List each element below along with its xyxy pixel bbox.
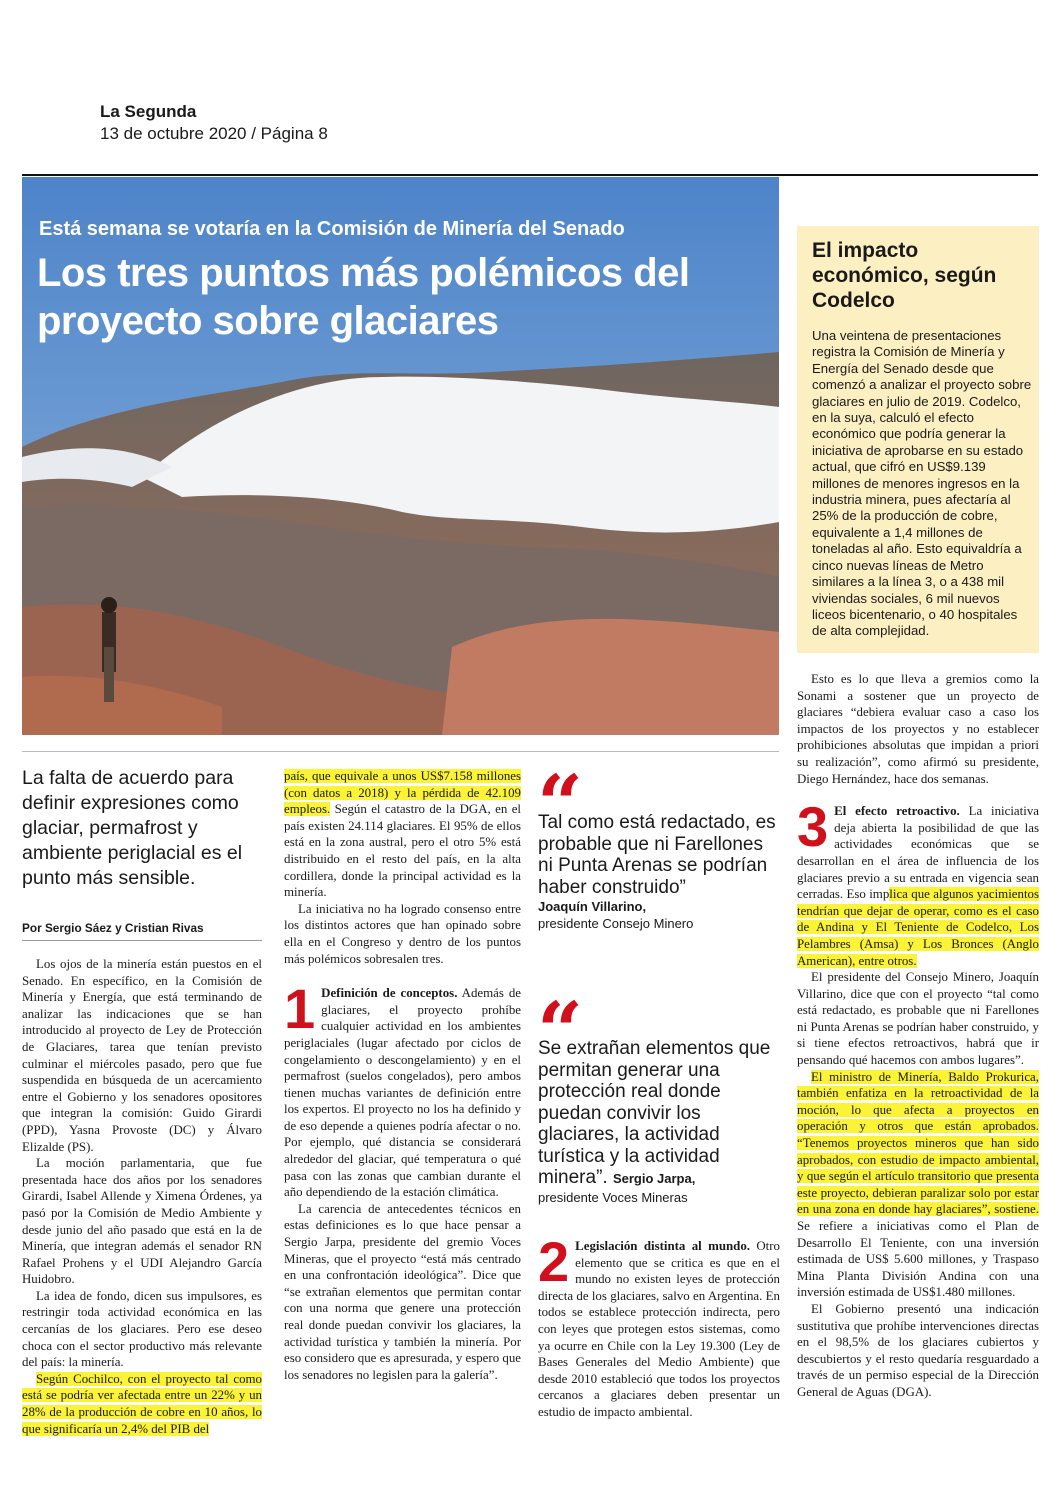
section-body: Además de glaciares, el proyecto prohíbe cualquier actividad en los ambientes periglaciales (lugar afectado por ciclos de congelamiento o descongelamiento) y en el permafrost (suelos congelados), pero ambos tienen muchas variantes de definición entre los expertos. El proyecto no los ha definido y de eso depende a quienes podría afectar o no. Por ejemplo, qué distancia se considerará alrededor del glaciar, qué temperatura o qué pasa con las zonas que cambian durante el año dependiendo de la estación climática. <box>284 986 521 1200</box>
headline: Los tres puntos más polémicos del proyecto sobre glaciares <box>37 251 690 343</box>
section-number: 3 <box>797 795 829 859</box>
quote-mark-icon: “ <box>537 757 584 851</box>
pull-quote-jarpa <box>538 1038 778 1206</box>
paragraph-text: Se refiere a iniciativas como el Plan de Desarrollo El Teniente, con una inversión estimada de US$ 5.600 millones, y Traspaso Mina Planta División Andina con una inversión estimada de US$1.480 millones. <box>797 1219 1039 1300</box>
hero-photo <box>22 177 779 735</box>
sidebar-title: El impacto económico, según Codelco <box>812 239 997 312</box>
section-heading: El efecto retroactivo. <box>834 804 960 819</box>
paragraph-text: Según el catastro de la DGA, en el país existen 24.114 glaciares. El 95% de ellos está en la zona austral, pero el otro 5% está distribuido en el resto del país, en la alta cordillera, donde la principal actividad es la minería. <box>284 802 521 900</box>
section-body: Otro elemento que se critica es que en el mundo no existen leyes de protección directa de los glaciares, salvo en Argentina. En todos se establece protección indirecta, pero con leyes que protegen estos sistemas, como ya ocurre en Chile con la Ley 19.300 (Ley de Bases Generales del Medio Ambiente) que desde 2010 estableció que todos los proyectos cercanos a glaciares deben presentar un estudio de impacto ambiental. <box>538 1239 780 1419</box>
quote-text: Tal como está redactado, es probable que ni Farellones ni Punta Arenas se podrían haber construido” <box>538 812 776 898</box>
publication-date: 13 de octubre 2020 / Página 8 <box>100 124 328 143</box>
column-3 <box>538 1230 780 1421</box>
paragraph: Los ojos de la minería están puestos en el Senado. En específico, en la Comisión de Minería y Energía, que está terminando de analizar las indicaciones que se han introducido al proyecto de Ley de Protección de Glaciares, tarea que tenían previsto culminar el miércoles pasado, pero que fue suspendida en búsqueda de un acercamiento entre el Gobierno y los senadores opositores que integran la comisión: Guido Girardi (PPD), Yasna Provoste (DC) y Álvaro Elizalde (PS). <box>22 957 262 1154</box>
paragraph: La carencia de antecedentes técnicos en estas definiciones es lo que hace pensar a Sergio Jarpa, presidente del gremio Voces Mineras, que el proyecto “está más centrado en una confrontación ideológica”. Dice que “se extrañan elementos que permitan contar con una norma que genere una protección real donde puedan convivir los glaciares, la actividad turística y también la minería. Por eso considero que es apresurada, y espero que los senadores no legislen para la galería”. <box>284 1201 521 1382</box>
column-2 <box>284 768 521 1383</box>
top-rule <box>22 174 1038 176</box>
quote-author: Joaquín Villarino, <box>538 899 647 914</box>
highlighted-text: Según Cochilco, con el proyecto tal como está se podría ver afectada entre un 22% y un 28% de la producción de cobre en 10 años, lo que significaría un 2,4% del PIB del <box>22 1371 262 1436</box>
paragraph: El presidente del Consejo Minero, Joaquín Villarino, dice que con el proyecto “tal como está redactado, es probable que ni Farellones ni Punta Arenas se podrían haber construido, y si tiene efectos retroactivos, habrá que ir pensando qué hacemos con ambos lugares”. <box>797 970 1039 1068</box>
codelco-impact-box <box>797 226 1039 653</box>
source-header <box>100 101 328 145</box>
section-heading: Definición de conceptos. <box>321 986 458 1001</box>
quote-text: Se extrañan elementos que permitan generar una protección real donde puedan convivir los glaciares, la actividad turística y la actividad minera”. <box>538 1038 771 1188</box>
highlighted-text: El ministro de Minería, Baldo Prokurica, también enfatiza en la retroactividad de la moción, lo que afecta a proyectos en operación y otros que están aprobados. “Tenemos proyectos mineros que han sido aprobados, con estudio de impacto ambiental, y que según el artículo transitorio que presenta este proyecto, debieran paralizar solo por estar en una zona en donde hay glaciares”, sostiene. <box>797 1069 1039 1217</box>
section-number: 2 <box>538 1230 570 1293</box>
sidebar-body: Una veintena de presentaciones registra la Comisión de Minería y Energía del Senado desde que comenzó a analizar el proyecto sobre glaciares en julio de 2019. Codelco, en la suya, calculó el efecto económico que podría generar la iniciativa de aprobarse en su estado actual, que cifró en US$9.139 millones de menores ingresos en la industria minera, pues afectaría al 25% de la producción de cobre, equivalente a 1,4 millones de toneladas al año. Esto equivaldría a cinco nuevas líneas de Metro similares a la línea 3, o a 438 mil viviendas sociales, 6 mil nuevos liceos bicentenario, o 40 hospitales de alta complejidad. <box>812 328 1032 639</box>
newspaper-name: La Segunda <box>100 102 197 121</box>
section-heading: Legislación distinta al mundo. <box>575 1239 751 1253</box>
column-1 <box>22 956 262 1437</box>
quote-mark-icon: “ <box>537 984 584 1078</box>
paragraph: La idea de fondo, dicen sus impulsores, es restringir toda actividad económica en las cercanías de los glaciares. Pero ese deseo choca con el sector productivo más relevante del país: la minería. <box>22 1288 262 1370</box>
highlighted-text: lica que algunos yacimientos tendrían que dejar de operar, como es el caso de Andina y El Teniente de Codelco, Los Pelambres (Amsa) y Los Bronces (Anglo American), entre otros. <box>797 887 1039 968</box>
article-deck: La falta de acuerdo para definir expresiones como glaciar, permafrost y ambiente periglacial es el punto más sensible. <box>22 767 243 889</box>
paragraph: Esto es lo que lleva a gremios como la Sonami a sostener que un proyecto de glaciares “debiera evaluar caso a caso los impactos de los proyectos y no establecer prohibiciones absolutas que impidan a priori su realización”, como afirmó su presidente, Diego Hernández, hace dos semanas. <box>797 672 1039 786</box>
section-divider <box>22 751 779 752</box>
paragraph: La moción parlamentaria, que fue presentada hace dos años por los senadores Girardi, Isabel Allende y Ximena Órdenes, ya pasó por la Comisión de Medio Ambiente y desde junio del año pasado que está en la de Minería, que integran además el senador RN Rafael Prohens y el UDI Alejandro García Huidobro. <box>22 1156 262 1287</box>
quote-role: presidente Consejo Minero <box>538 916 694 931</box>
quote-role: presidente Voces Mineras <box>538 1189 688 1205</box>
headline-kicker: Está semana se votaría en la Comisión de Minería del Senado <box>39 218 625 240</box>
quote-author: Sergio Jarpa, <box>612 1171 696 1186</box>
byline: Por Sergio Sáez y Cristian Rivas <box>22 921 204 935</box>
section-body: La iniciativa deja abierta la posibilidad de que las actividades económicas que se desarrollan en el área de influencia de los glaciares previo a su entrada en vigencia sean cerradas. Eso imp <box>797 804 1039 902</box>
pull-quote-villarino <box>538 812 778 932</box>
paragraph: El Gobierno presentó una indicación sustitutiva que prohíbe intervenciones directas en el 98,5% de los glaciares cubiertos y descubiertos y el resto quedaría resguardado a través de un permiso especial de la Dirección General de Aguas (DGA). <box>797 1301 1039 1399</box>
byline-rule <box>22 940 262 941</box>
highlighted-text: país, que equivale a unos US$7.158 millones (con datos a 2018) y la pérdida de 42.109 empleos. <box>284 769 521 817</box>
section-number: 1 <box>284 977 316 1041</box>
column-4 <box>797 671 1039 1401</box>
paragraph: La iniciativa no ha logrado consenso entre los distintos actores que han opinado sobre ella en el Congreso y dentro de los puntos más polémicos sobresalen tres. <box>284 901 521 966</box>
